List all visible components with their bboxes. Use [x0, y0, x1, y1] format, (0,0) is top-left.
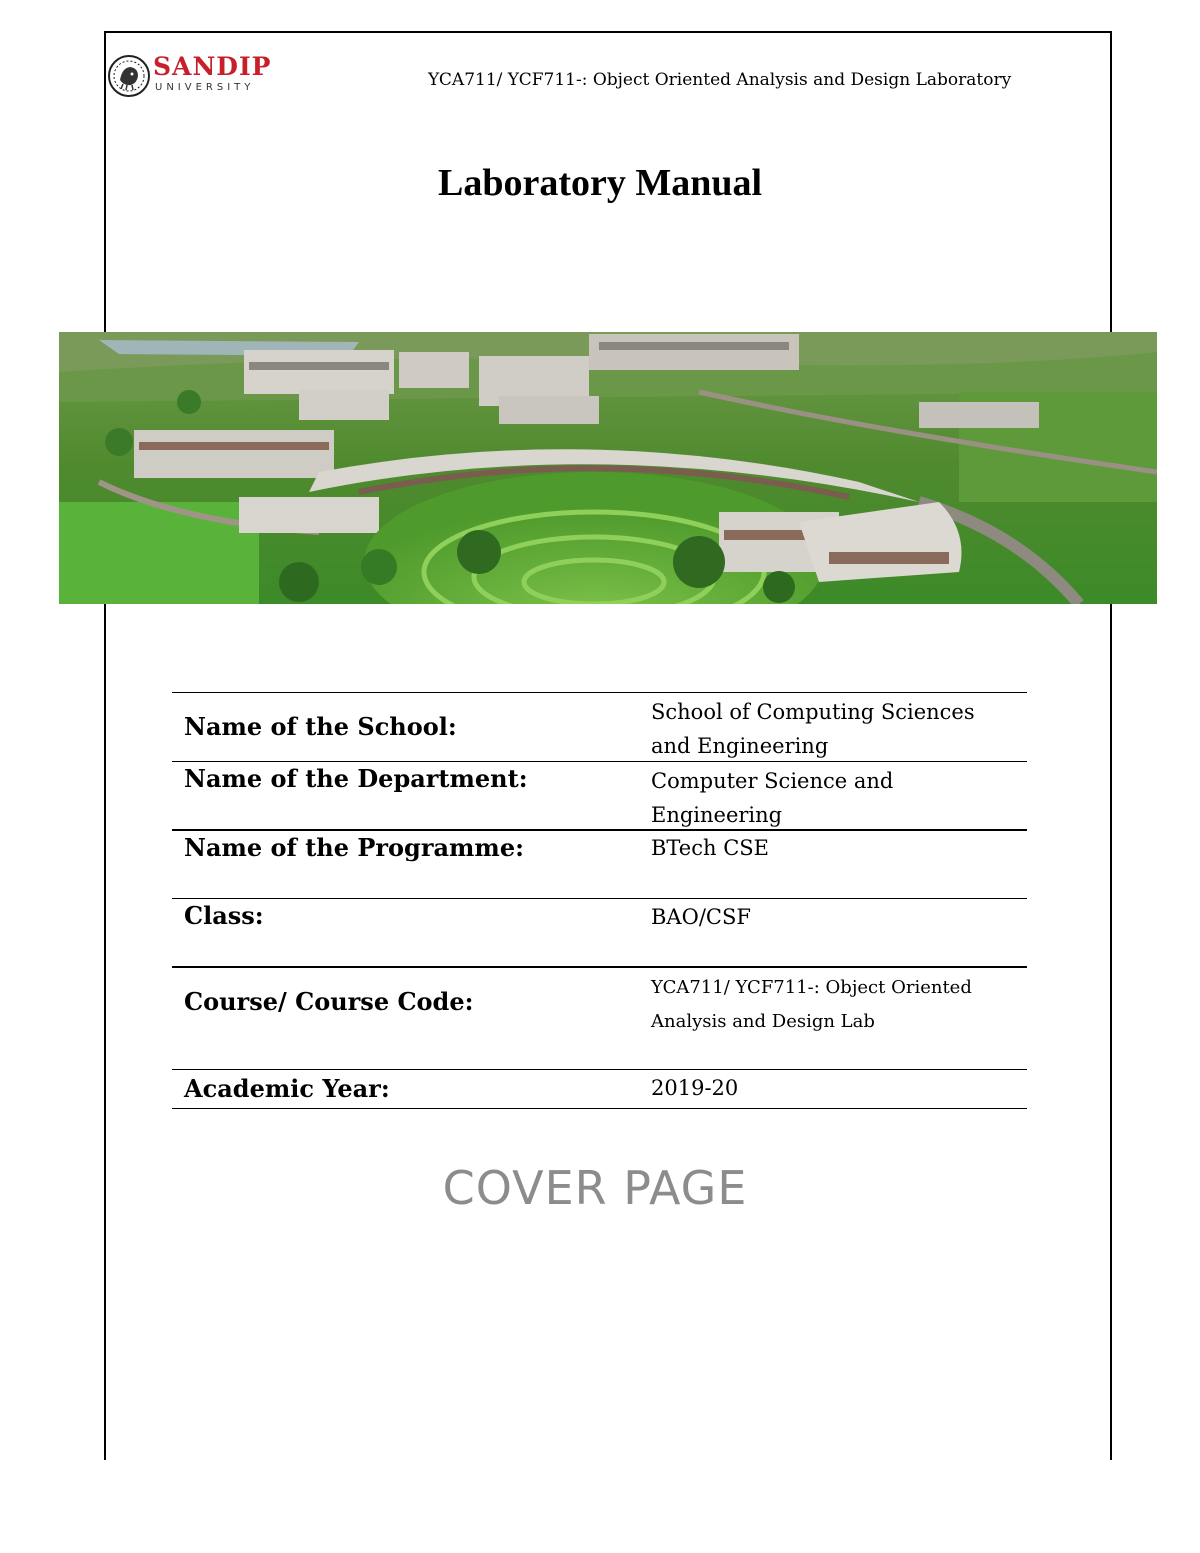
campus-aerial-photo — [59, 332, 1157, 604]
programme-label: Name of the Programme: — [184, 833, 524, 862]
lion-emblem-icon — [107, 54, 151, 98]
header-course-title: YCA711/ YCF711-: Object Oriented Analysis and Design Laboratory — [428, 70, 1012, 90]
table-rule — [172, 692, 1027, 693]
programme-value: BTech CSE — [651, 836, 769, 860]
department-label: Name of the Department: — [184, 764, 528, 793]
class-label: Class: — [184, 901, 264, 930]
logo-subtitle: UNIVERSITY — [155, 82, 255, 93]
logo-name: SANDIP — [153, 52, 272, 81]
school-label: Name of the School: — [184, 712, 457, 741]
page-title: Laboratory Manual — [437, 162, 763, 204]
table-rule — [172, 1069, 1027, 1070]
course-label: Course/ Course Code: — [184, 987, 474, 1016]
table-rule — [172, 1108, 1027, 1109]
university-logo — [107, 52, 272, 100]
academic-year-value: 2019-20 — [651, 1076, 739, 1100]
table-rule — [172, 898, 1027, 899]
table-rule — [172, 761, 1027, 762]
cover-page-label: COVER PAGE — [442, 1161, 748, 1215]
school-value: School of Computing Sciences and Engineering — [651, 700, 975, 758]
campus-photo-illustration — [59, 332, 1157, 604]
class-value: BAO/CSF — [651, 905, 751, 929]
course-value: YCA711/ YCF711-: Object Oriented Analysis and Design Lab — [651, 977, 972, 1032]
academic-year-label: Academic Year: — [184, 1074, 390, 1103]
department-value: Computer Science and Engineering — [651, 769, 894, 827]
table-rule — [172, 966, 1027, 968]
